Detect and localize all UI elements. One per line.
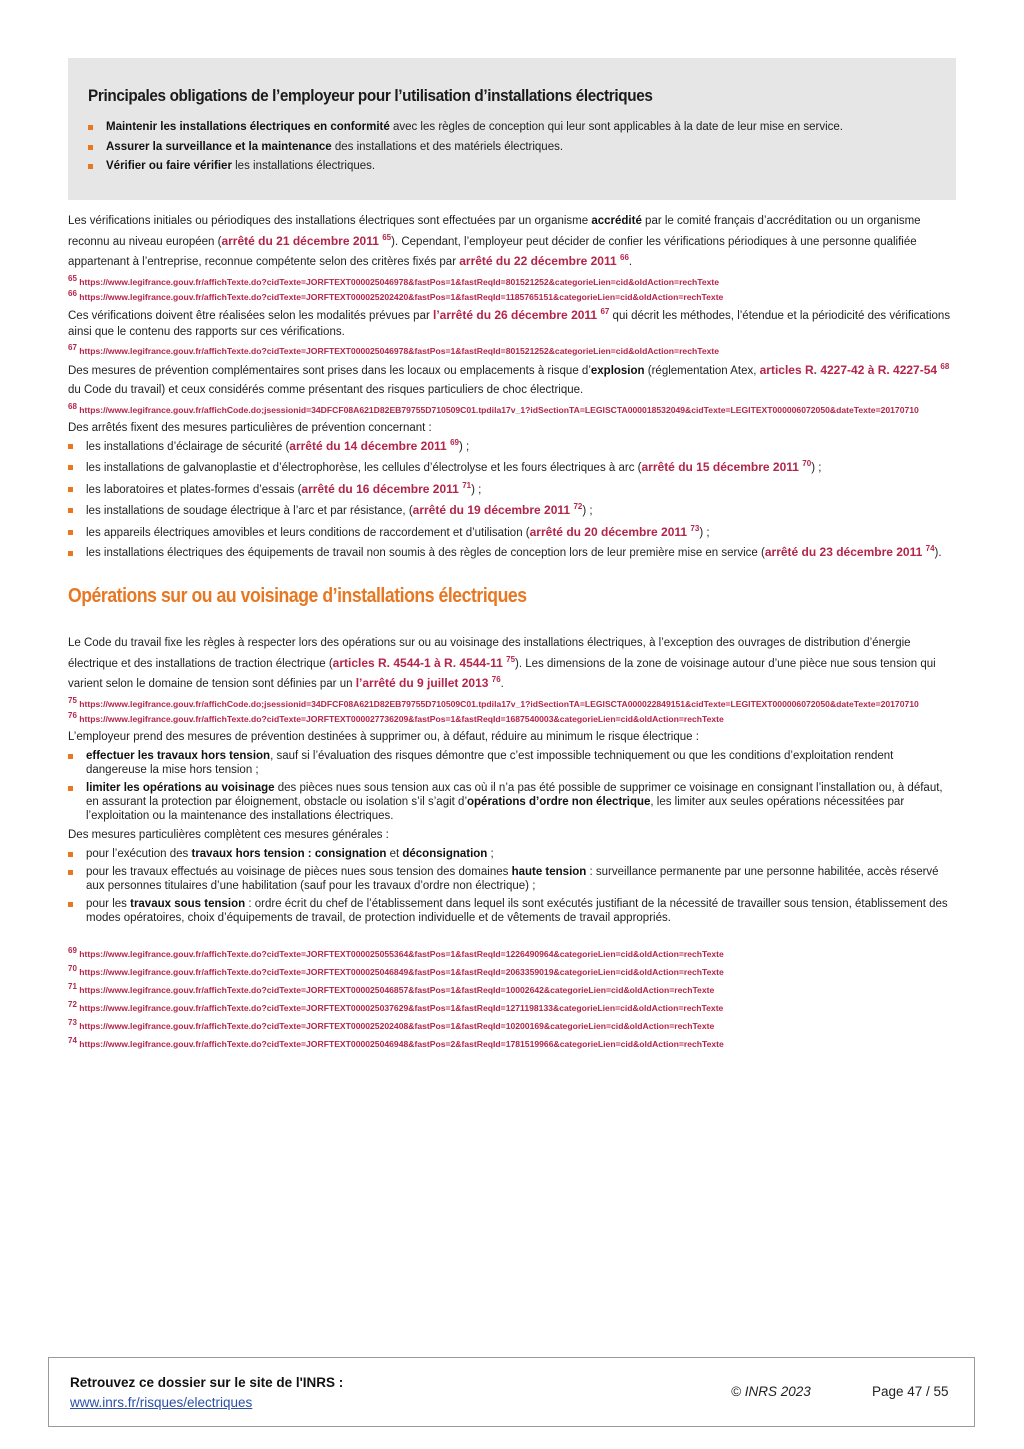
list-item: les installations électriques des équipements de travail non soumis à des règles de conception lors de leur première mise en service (arrêté du 23 décembre 2011 $^{74}$). [68,544,952,561]
reference-link[interactable]: arrêté du 21 décembre 2011 $^{65}$ [221,232,392,248]
list-item: limiter les opérations au voisinage des pièces nues sous tension aux cas où il n’a pas été possible de supprimer ce voisinage en consignant l’installation ou, à défaut, en assurant la protection par éloignement, obstacle ou isolation s’il s’agit d’opérations d’ordre non électrique, les limiter aux seules opérations nécessitées par l’exploitation ou la maintenance des installations électriques. [68,781,952,823]
footnote-76[interactable]: $^{76}$ https://www.legifrance.gouv.fr/affichTexte.do?cidTexte=JORFTEXT000027736209&fastPos=1&fastReqId=1687540003&categorieLien=cid&oldAction=rechTexte [68,710,724,724]
list-item: les laboratoires et plates-formes d’essais (arrêté du 16 décembre 2011 $^{71}$) ; [68,480,952,501]
box-title: Principales obligations de l’employeur pour l’utilisation d’installations électriques [88,86,653,105]
obligations-box [68,58,956,200]
paragraph-mesures: Des mesures particulières complètent ces mesures générales : [68,828,389,841]
obligation-item: Maintenir les installations électriques en conformité avec les règles de conception qui leur sont applicables à la date de leur mise en service. [88,118,936,138]
footnote-74[interactable]: $^{74}$ https://www.legifrance.gouv.fr/affichTexte.do?cidTexte=JORFTEXT000025046948&fastPos=2&fastReqId=1781519966&categorieLien=cid&oldAction=rechTexte [68,1035,724,1049]
obligation-item: Vérifier ou faire vérifier les installations électriques. [88,157,936,177]
main-content [68,212,952,1057]
paragraph-arretes: Des arrêtés fixent des mesures particulières de prévention concernant : [68,421,432,434]
bullet-icon [68,465,73,470]
list-item: pour les travaux sous tension : ordre écrit du chef de l’établissement dans lequel ils sont exécutés justifiant de la nécessité de travailler sous tension, établissement des modes opératoires, choix d’équipements de travail, de protection individuelle et de vêtements de travail appropriés. [68,897,952,925]
footnote-72[interactable]: $^{72}$ https://www.legifrance.gouv.fr/affichTexte.do?cidTexte=JORFTEXT000025037629&fastPos=1&fastReqId=1271198133&categorieLien=cid&oldAction=rechTexte [68,999,724,1013]
mesures-list [68,847,952,925]
bullet-icon [68,754,73,759]
reference-link[interactable]: arrêté du 22 décembre 2011 $^{66}$ [459,253,629,268]
page-footer [48,1357,975,1427]
reference-link[interactable]: arrêté du 19 décembre 2011 $^{72}$ [412,502,583,517]
bullet-icon [88,164,93,169]
reference-link[interactable]: arrêté du 23 décembre 2011 $^{74}$ [764,544,935,559]
footnote-75[interactable]: $^{75}$ https://www.legifrance.gouv.fr/affichCode.do;jsessionid=34DFCF08A621D82EB79755D710509C01.tpdila17v_1?idSectionTA=LEGISCTA000022849151&cidTexte=LEGITEXT000006072050&dateTexte=20170710 [68,695,919,709]
footnote-73[interactable]: $^{73}$ https://www.legifrance.gouv.fr/affichTexte.do?cidTexte=JORFTEXT000025202408&fastPos=1&fastReqId=10200169&categorieLien=cid&oldAction=rechTexte [68,1017,715,1031]
reference-link[interactable]: arrêté du 20 décembre 2011 $^{73}$ [529,523,700,539]
paragraph-prevention: L’employeur prend des mesures de prévention destinées à supprimer ou, à défaut, réduire au minimum le risque électrique : [68,730,699,743]
footnote-67[interactable]: $^{67}$ https://www.legifrance.gouv.fr/affichTexte.do?cidTexte=JORFTEXT000025046978&fastPos=1&fastReqId=801521252&categorieLien=cid&oldAction=rechTexte [68,342,720,356]
paragraph-modalites: Ces vérifications doivent être réalisées selon les modalités prévues par l’arrêté du 26 décembre 2011 $^{67}$ qui décrit les méthodes, l’étendue et la périodicité des vérifications ainsi que le contenu des rapports sur ces vérifications. [68,306,951,338]
bullet-icon [68,551,73,556]
bullet-icon [68,786,73,791]
copyright: © INRS 2023 [731,1384,811,1399]
section-title: Opérations sur ou au voisinage d’installations électriques [68,585,527,607]
bullet-icon [68,870,73,875]
footnote-70[interactable]: $^{70}$ https://www.legifrance.gouv.fr/affichTexte.do?cidTexte=JORFTEXT000025046849&fastPos=1&fastReqId=2063359019&categorieLien=cid&oldAction=rechTexte [68,963,724,977]
bullet-icon [68,487,73,492]
reference-link[interactable]: l’arrêté du 9 juillet 2013 $^{76}$ [355,675,501,690]
list-item: les installations de soudage électrique à l’arc et par résistance, (arrêté du 19 décembre 2011 $^{72}$) ; [68,501,952,522]
arretes-list [68,437,952,562]
list-item: les appareils électriques amovibles et leurs conditions de raccordement et d’utilisation (arrêté du 20 décembre 2011 $^{73}$) ; [68,523,952,544]
footnote-68[interactable]: $^{68}$ https://www.legifrance.gouv.fr/affichCode.do;jsessionid=34DFCF08A621D82EB79755D710509C01.tpdila17v_1?idSectionTA=LEGISCTA000018532049&cidTexte=LEGITEXT000006072050&dateTexte=20170710 [68,401,919,415]
bullet-icon [68,444,73,449]
footer-title: Retrouvez ce dossier sur le site de l'INRS : [70,1375,344,1390]
reference-link[interactable]: arrêté du 15 décembre 2011 $^{70}$ [641,459,812,474]
paragraph-code-travail: Le Code du travail fixe les règles à respecter lors des opérations sur ou au voisinage des installations électriques, à l’exception des ouvrages de distribution d’énergie électrique et des installations de traction électrique (articles R. 4544-1 à R. 4544-11 $^{75}$). Les dimensions de la zone de voisinage autour d’une pièce nue sous tension qui varient selon le domaine de tension sont définies par un l’arrêté du 9 juillet 2013 $^{76}$. [68,637,936,690]
bullet-icon [68,852,73,857]
reference-link[interactable]: l’arrêté du 26 décembre 2011 $^{67}$ [433,306,610,322]
footnote-65[interactable]: $^{65}$ https://www.legifrance.gouv.fr/affichTexte.do?cidTexte=JORFTEXT000025046978&fastPos=1&fastReqId=801521252&categorieLien=cid&oldAction=rechTexte [68,273,720,287]
list-item: pour l’exécution des travaux hors tension : consignation et déconsignation ; [68,847,952,861]
paragraph-explosion: Des mesures de prévention complémentaires sont prises dans les locaux ou emplacements à risque d’explosion (réglementation Atex, articles R. 4227-42 à R. 4227-54 $^{68}$ du Code du travail) et ceux considérés comme présentant des risques particuliers de choc électrique. [68,361,950,396]
paragraph-verifications: Les vérifications initiales ou périodiques des installations électriques sont effectuées par un organisme accrédité par le comité français d’accréditation ou un organisme reconnu au niveau européen (arrêté du 21 décembre 2011 $^{65}$). Cependant, l’employeur peut décider de confier les vérifications périodiques à une personne qualifiée appartenant à l’entreprise, reconnue compétente selon des critères fixés par arrêté du 22 décembre 2011 $^{66}$. [68,215,921,268]
list-item: les installations de galvanoplastie et d’électrophorèse, les cellules d’électrolyse et les fours électriques à arc (arrêté du 15 décembre 2011 $^{70}$) ; [68,458,952,479]
reference-link[interactable]: arrêté du 14 décembre 2011 $^{69}$ [289,437,459,453]
bullet-icon [68,902,73,907]
reference-link[interactable]: articles R. 4227-42 à R. 4227-54 $^{68}$ [759,361,950,377]
list-item: les installations d’éclairage de sécurité (arrêté du 14 décembre 2011 $^{69}$) ; [68,437,952,458]
bullet-icon [68,508,73,513]
bullet-icon [88,125,93,130]
reference-link[interactable]: articles R. 4544-1 à R. 4544-11 $^{75}$ [332,654,516,670]
bullet-icon [68,530,73,535]
footnote-66[interactable]: $^{66}$ https://www.legifrance.gouv.fr/affichTexte.do?cidTexte=JORFTEXT000025202420&fastPos=1&fastReqId=1185765151&categorieLien=cid&oldAction=rechTexte [68,288,724,302]
obligations-list [88,118,936,177]
reference-link[interactable]: arrêté du 16 décembre 2011 $^{71}$ [301,480,472,496]
inrs-site-link[interactable]: www.inrs.fr/risques/electriques [70,1395,253,1410]
list-item: pour les travaux effectués au voisinage de pièces nues sous tension des domaines haute tension : surveillance permanente par une personne habilitée, accès réservé aux personnes titulaires d’une habilitation (sauf pour les travaux d’ordre non électrique) ; [68,865,952,893]
list-item: effectuer les travaux hors tension, sauf si l’évaluation des risques démontre que c’est impossible techniquement ou que les conditions d’exploitation rendent dangereuse la mise hors tension ; [68,749,952,777]
footnote-71[interactable]: $^{71}$ https://www.legifrance.gouv.fr/affichTexte.do?cidTexte=JORFTEXT000025046857&fastPos=1&fastReqId=10002642&categorieLien=cid&oldAction=rechTexte [68,981,715,995]
footnote-69[interactable]: $^{69}$ https://www.legifrance.gouv.fr/affichTexte.do?cidTexte=JORFTEXT000025055364&fastPos=1&fastReqId=1226490964&categorieLien=cid&oldAction=rechTexte [68,945,724,959]
obligation-item: Assurer la surveillance et la maintenance des installations et des matériels électriques. [88,138,936,158]
page-number: Page 47 / 55 [872,1384,949,1399]
prevention-list [68,749,952,823]
bullet-icon [88,145,93,150]
